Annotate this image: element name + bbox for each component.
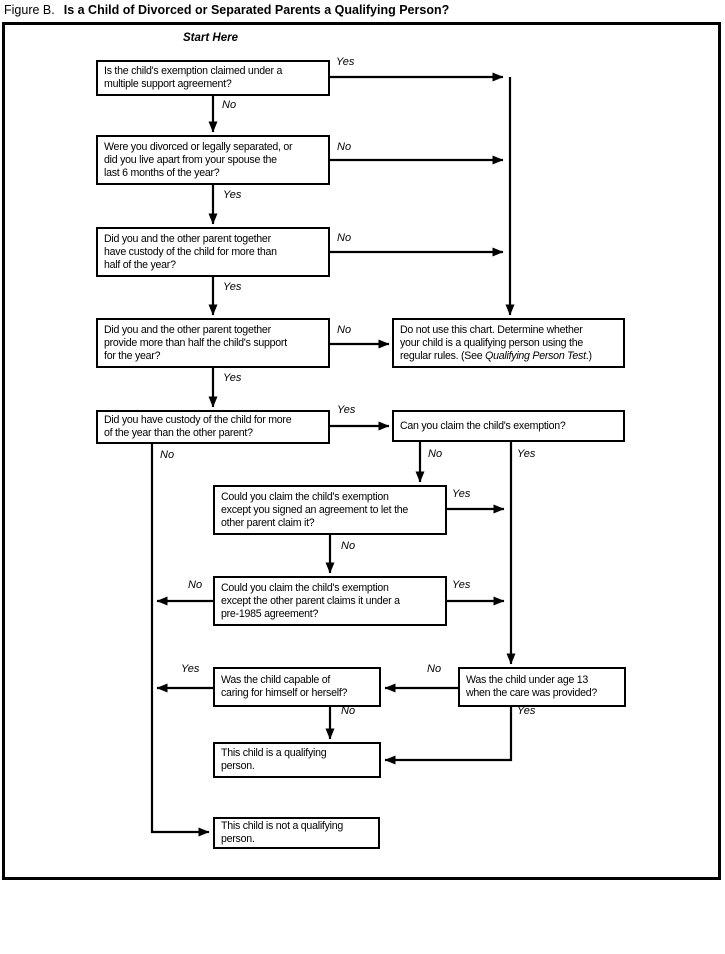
flow-node-text-line: half of the year? [104,258,176,271]
edge-label-no: No [188,579,203,591]
edge-label-yes: Yes [336,56,355,68]
flow-node-text-line: Did you and the other parent together [104,323,271,336]
flow-node-support-together [96,318,330,368]
flow-node-text-line: person. [221,760,255,772]
flow-node-text-line: provide more than half the child's support [104,336,287,349]
flow-node-text-line: Could you claim the child's exemption [221,490,389,503]
flow-node-capable-of-self-care [213,667,381,707]
flow-node-text-line: regular rules. (See Qualifying Person Test.) [400,349,592,362]
flow-node-text-line: Did you have custody of the child for more [104,414,292,426]
flow-node-do-not-use-chart [392,318,625,368]
figure-title [4,3,449,17]
edge-label-yes: Yes [181,663,200,675]
edge-label-yes: Yes [517,448,536,460]
edge-label-no: No [222,99,237,111]
flow-node-text-line: Was the child under age 13 [466,674,589,686]
edge-label-no: No [337,141,352,153]
flow-node-text-line: except the other parent claims it under a [221,594,400,607]
flow-node-custody-together [96,227,330,277]
figure-label: Figure B. [4,3,55,17]
flow-node-text-line: last 6 months of the year? [104,166,220,179]
flow-node-text-line: Was the child capable of [221,674,331,686]
edge-label-no: No [160,449,175,461]
flow-node-text-line: This child is a qualifying [221,747,327,759]
edge-label-no: No [428,448,443,460]
flow-node-text-line: This child is not a qualifying [221,820,344,832]
edge-label-yes: Yes [337,404,356,416]
flow-node-text-line: for the year? [104,349,161,362]
flow-node-text-line: Can you claim the child's exemption? [400,419,566,432]
flow-node-text-line: Were you divorced or legally separated, or [104,140,293,153]
edge-label-no: No [337,324,352,336]
flow-node-text-line: person. [221,833,255,845]
flow-node-text-line: other parent claim it? [221,516,315,529]
flow-node-signed-agreement [213,485,447,535]
flow-node-pre-1985-agreement [213,576,447,626]
flow-node-text-line: multiple support agreement? [104,78,232,90]
edge-label-yes: Yes [223,189,242,201]
figure-title-text: Is a Child of Divorced or Separated Parents a Qualifying Person? [63,3,450,17]
flow-node-not-qualifying-person [213,817,380,849]
edge-label-no: No [341,540,356,552]
edge-label-yes: Yes [452,488,471,500]
edge-label-no: No [337,232,352,244]
flow-node-text-line: caring for himself or herself? [221,687,348,699]
flow-node-under-age-13 [458,667,626,707]
flow-node-qualifying-person [213,742,381,778]
flow-node-text-line: Do not use this chart. Determine whether [400,323,583,336]
edge-label-no: No [341,705,356,717]
edge-label-yes: Yes [452,579,471,591]
edge-label-yes: Yes [223,281,242,293]
flow-node-text-line: of the year than the other parent? [104,427,253,439]
flow-node-text-line: Could you claim the child's exemption [221,581,389,594]
flow-node-divorced-or-separated [96,135,330,185]
flow-node-text-line: your child is a qualifying person using the [400,336,583,349]
flow-node-multiple-support-agreement [96,60,330,96]
flow-node-custody-more-of-year [96,410,330,444]
flow-node-text-line: when the care was provided? [466,687,598,699]
flow-node-text-line: Is the child's exemption claimed under a [104,65,283,77]
start-here-label: Start Here [183,32,238,44]
flow-node-text-line: have custody of the child for more than [104,245,277,258]
flow-node-can-you-claim-exemption [392,410,625,442]
flow-node-text-line: pre-1985 agreement? [221,607,319,620]
flow-node-text-line: did you live apart from your spouse the [104,153,277,166]
edge-label-no: No [427,663,442,675]
flow-node-text-line: except you signed an agreement to let the [221,503,409,516]
edge-label-yes: Yes [517,705,536,717]
flow-node-text-line: Did you and the other parent together [104,232,271,245]
edge-label-yes: Yes [223,372,242,384]
